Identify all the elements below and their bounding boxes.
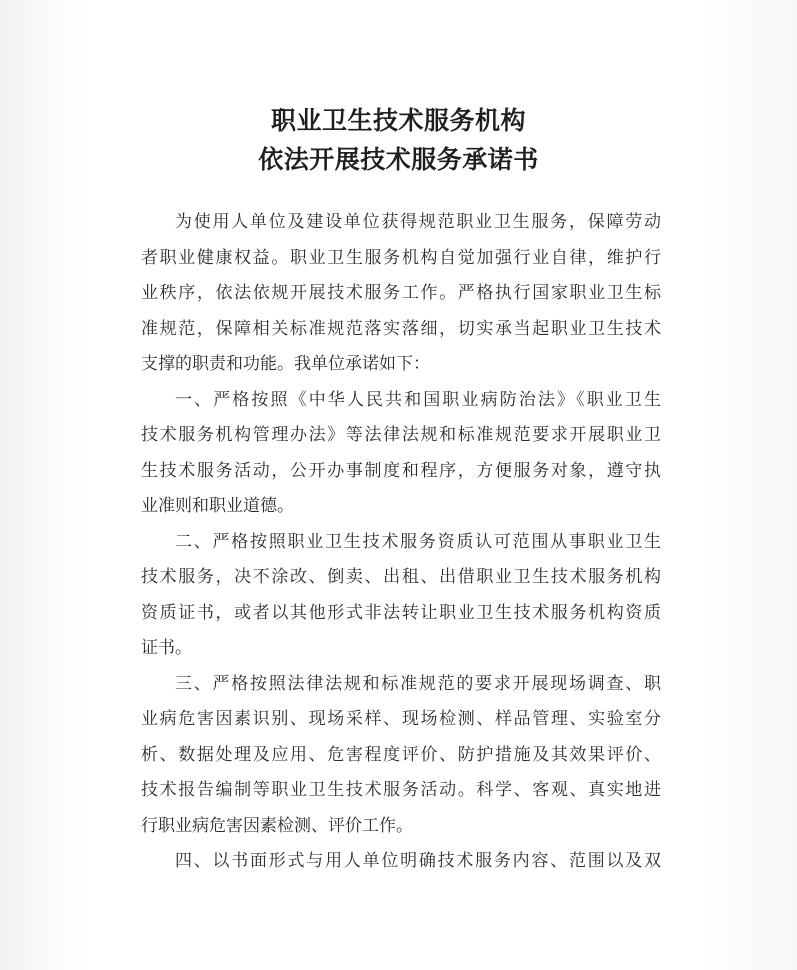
document-title-line-1: 职业卫生技术服务机构 (270, 106, 526, 135)
paragraph-line: 生技术服务活动，公开办事制度和程序，方便服务对象，遵守执 (141, 460, 661, 481)
paragraph-intro (141, 205, 661, 383)
paragraph-line: 技术服务机构管理办法》等法律法规和标准规范要求开展职业卫 (141, 425, 661, 445)
paragraph-line: 证书。 (141, 638, 192, 658)
paragraph-item-4 (141, 844, 661, 880)
paragraph-line: 行职业病危害因素检测、评价工作。 (141, 815, 413, 836)
paragraph-line: 一、严格按照《中华人民共和国职业病防治法》《职业卫生 (175, 389, 661, 410)
paragraph-line: 业秩序，依法依规开展技术服务工作。严格执行国家职业卫生标 (141, 283, 661, 303)
paragraph-line: 准规范，保障相关标准规范落实落细，切实承当起职业卫生技术 (141, 318, 661, 339)
paragraph-line: 者职业健康权益。职业卫生服务机构自觉加强行业自律，维护行 (141, 247, 661, 268)
paragraph-item-2 (141, 525, 661, 667)
paragraph-line: 业病危害因素识别、现场采样、现场检测、样品管理、实验室分 (141, 709, 661, 729)
paragraph-line: 三、严格按照法律法规和标准规范的要求开展现场调查、职 (175, 673, 661, 694)
paragraph-item-1 (141, 383, 661, 525)
paragraph-line: 析、数据处理及应用、危害程度评价、防护措施及其效果评价、 (141, 744, 661, 765)
document-title-line-2: 依法开展技术服务承诺书 (258, 145, 539, 174)
paragraph-line: 技术报告编制等职业卫生技术服务活动。科学、客观、真实地进 (141, 780, 661, 800)
paragraph-line: 二、严格按照职业卫生技术服务资质认可范围从事职业卫生 (175, 531, 661, 552)
paragraph-item-3 (141, 667, 661, 845)
document-body (141, 205, 661, 880)
paragraph-line: 为使用人单位及建设单位获得规范职业卫生服务，保障劳动 (175, 212, 661, 232)
paragraph-line: 四、以书面形式与用人单位明确技术服务内容、范围以及双 (175, 851, 661, 871)
paragraph-line: 资质证书，或者以其他形式非法转让职业卫生技术服务机构资质 (141, 602, 661, 623)
paragraph-line: 技术服务，决不涂改、倒卖、出租、出借职业卫生技术服务机构 (141, 567, 661, 587)
paragraph-line: 业准则和职业道德。 (141, 496, 294, 516)
paragraph-line: 支撑的职责和功能。我单位承诺如下： (141, 354, 430, 374)
